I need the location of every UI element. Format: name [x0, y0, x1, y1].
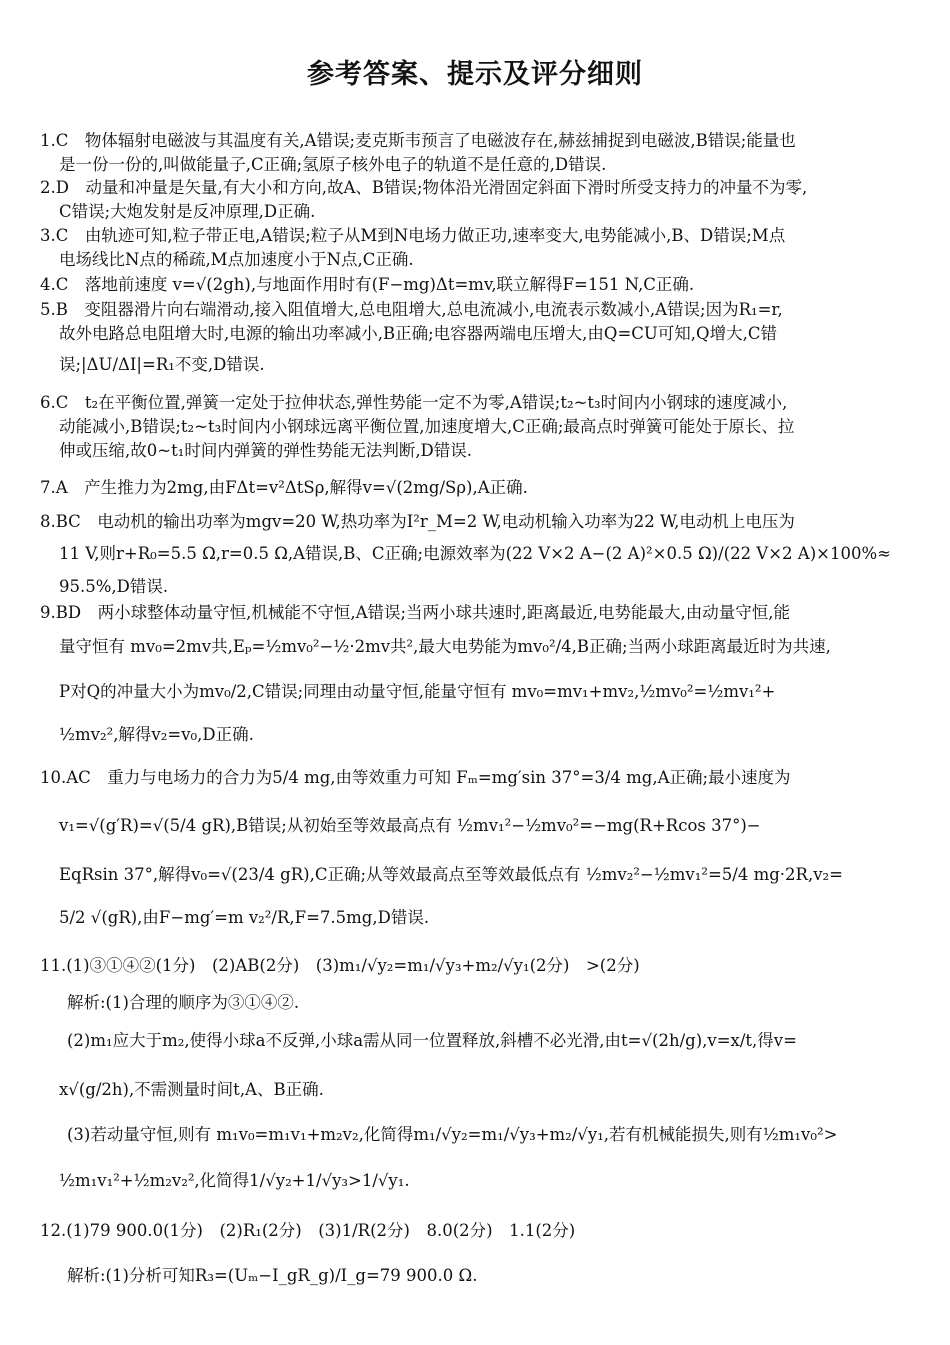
text-line: 动能减小,B错误;t₂~t₃时间内小钢球远离平衡位置,加速度增大,C正确;最高点时弹簧可能处于原长、拉 — [59, 417, 795, 436]
text-line: EqRsin 37°,解得v₀=√(23/4 gR),C正确;从等效最高点至等效最低点有 ½mv₂²−½mv₁²=5/4 mg·2R,v₂= — [59, 865, 843, 884]
text-line: 量守恒有 mv₀=2mv共,Eₚ=½mv₀²−½·2mv共²,最大电势能为mv₀²/4,B正确;当两小球距离最近时为共速, — [59, 637, 831, 656]
page-title: 参考答案、提示及评分细则 — [307, 59, 643, 90]
text-line: 伸或压缩,故0~t₁时间内弹簧的弹性势能无法判断,D错误. — [59, 441, 473, 460]
text-line: 3.C 由轨迹可知,粒子带正电,A错误;粒子从M到N电场力做正功,速率变大,电势能减小,B、D错误;M点 — [40, 226, 786, 245]
text-line: 解析:(1)合理的顺序为③①④②. — [67, 993, 300, 1012]
text-line: 11 V,则r+R₀=5.5 Ω,r=0.5 Ω,A错误,B、C正确;电源效率为(22 V×2 A−(2 A)²×0.5 Ω)/(22 V×2 A)×100%≈ — [59, 544, 891, 563]
text-line: 6.C t₂在平衡位置,弹簧一定处于拉伸状态,弹性势能一定不为零,A错误;t₂~t₃时间内小钢球的速度减小, — [40, 393, 788, 412]
text-line: 误;|ΔU/ΔI|=R₁不变,D错误. — [59, 355, 265, 374]
text-line: P对Q的冲量大小为mv₀/2,C错误;同理由动量守恒,能量守恒有 mv₀=mv₁+mv₂,½mv₀²=½mv₁²+ — [59, 682, 776, 701]
text-line: 5/2 √(gR),由F−mg′=m v₂²/R,F=7.5mg,D错误. — [59, 908, 430, 927]
text-line: 7.A 产生推力为2mg,由FΔt=v²ΔtSρ,解得v=√(2mg/Sρ),A正确. — [40, 478, 528, 497]
text-line: C错误;大炮发射是反冲原理,D正确. — [59, 202, 316, 221]
text-line: ½m₁v₁²+½m₂v₂²,化简得1/√y₂+1/√y₃>1/√y₁. — [59, 1171, 410, 1190]
text-line: 故外电路总电阻增大时,电源的输出功率减小,B正确;电容器两端电压增大,由Q=CU可知,Q增大,C错 — [59, 324, 777, 343]
text-line: 电场线比N点的稀疏,M点加速度小于N点,C正确. — [59, 250, 414, 269]
text-line: 是一份一份的,叫做能量子,C正确;氢原子核外电子的轨道不是任意的,D错误. — [59, 155, 607, 174]
text-line: 5.B 变阻器滑片向右端滑动,接入阻值增大,总电阻增大,总电流减小,电流表示数减小,A错误;因为R₁=r, — [40, 300, 783, 319]
text-line: 12.(1)79 900.0(1分) (2)R₁(2分) (3)1/R(2分) 8.0(2分) 1.1(2分) — [40, 1221, 576, 1240]
text-line: 解析:(1)分析可知R₃=(Uₘ−I_gR_g)/I_g=79 900.0 Ω. — [67, 1266, 478, 1285]
text-line: 95.5%,D错误. — [59, 577, 169, 596]
text-line: 1.C 物体辐射电磁波与其温度有关,A错误;麦克斯韦预言了电磁波存在,赫兹捕捉到电磁波,B错误;能量也 — [40, 131, 796, 150]
text-line: 8.BC 电动机的输出功率为mgv=20 W,热功率为I²r_M=2 W,电动机输入功率为22 W,电动机上电压为 — [40, 512, 795, 531]
text-line: x√(g/2h),不需测量时间t,A、B正确. — [59, 1080, 324, 1099]
text-line: v₁=√(g′R)=√(5/4 gR),B错误;从初始至等效最高点有 ½mv₁²−½mv₀²=−mg(R+Rcos 37°)− — [59, 816, 761, 835]
text-line: 9.BD 两小球整体动量守恒,机械能不守恒,A错误;当两小球共速时,距离最近,电势能最大,由动量守恒,能 — [40, 603, 791, 622]
text-line: 11.(1)③①④②(1分) (2)AB(2分) (3)m₁/√y₂=m₁/√y₃+m₂/√y₁(2分) >(2分) — [40, 956, 640, 975]
text-line: (3)若动量守恒,则有 m₁v₀=m₁v₁+m₂v₂,化简得m₁/√y₂=m₁/√y₃+m₂/√y₁,若有机械能损失,则有½m₁v₀²> — [67, 1125, 838, 1144]
text-line: 10.AC 重力与电场力的合力为5/4 mg,由等效重力可知 Fₘ=mg′sin 37°=3/4 mg,A正确;最小速度为 — [40, 768, 791, 787]
text-line: ½mv₂²,解得v₂=v₀,D正确. — [59, 725, 254, 744]
text-line: 2.D 动量和冲量是矢量,有大小和方向,故A、B错误;物体沿光滑固定斜面下滑时所受支持力的冲量不为零, — [40, 178, 808, 197]
text-line: 4.C 落地前速度 v=√(2gh),与地面作用时有(F−mg)Δt=mv,联立解得F=151 N,C正确. — [40, 275, 695, 294]
text-line: (2)m₁应大于m₂,使得小球a不反弹,小球a需从同一位置释放,斜槽不必光滑,由t=√(2h/g),v=x/t,得v= — [67, 1031, 797, 1050]
